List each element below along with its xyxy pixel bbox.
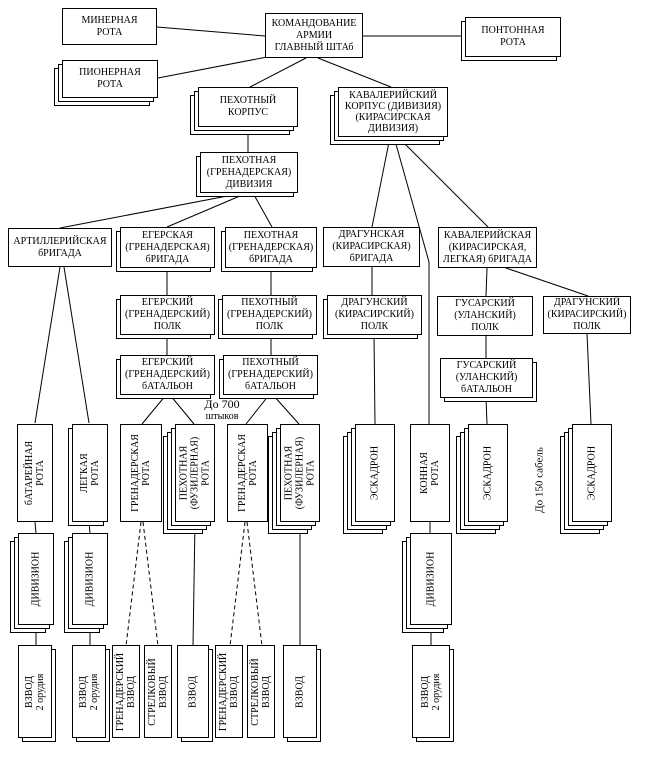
node-label: ПЕХОТНАЯ (ФУЗИЛЕРНАЯ) РОТА <box>178 436 212 510</box>
node-pehotnaya-rota-1 <box>175 424 215 522</box>
node-grenadersky-vzvod-1 <box>112 645 140 738</box>
node-label: ВЗВОД <box>294 675 306 708</box>
node-label: КАВАЛЕРИЙСКИЙ КОРПУС (ДИВИЗИЯ) (КИРАСИРСКАЯ ДИВИЗИЯ) <box>344 90 442 134</box>
node-pehotnaya-diviziya <box>200 152 298 193</box>
node-gusarsky-batalion <box>440 358 533 398</box>
node-minernaya-rota <box>62 8 157 45</box>
node-label: ДИВИЗИОН <box>425 551 437 607</box>
node-label: СТРЕЛКОВЫЙ ВЗВОД <box>250 657 272 726</box>
node-artilleriyskaya-brigada <box>8 228 112 267</box>
node-gusarsky-polk <box>437 296 533 336</box>
node-legkaya-rota <box>72 424 108 522</box>
node-label: КОМАНДОВАНИЕ АРМИИ ГЛАВНЫЙ ШТАб <box>271 17 357 53</box>
node-label: КОННАЯ РОТА <box>419 452 441 494</box>
node-pehotny-batalion <box>223 355 318 395</box>
node-komandovanie-armii <box>265 13 363 58</box>
node-dragunsky-polk-right <box>543 296 631 334</box>
node-label: ПЕХОТНАЯ (ФУЗИЛЕРНАЯ) РОТА <box>283 436 317 510</box>
node-label: ЭСКАДРОН <box>482 445 494 501</box>
node-vzvod-1 <box>177 645 209 738</box>
node-strelkovy-vzvod-2 <box>247 645 275 738</box>
node-grenaderskaya-rota-2 <box>227 424 268 522</box>
node-label: ПЕХОТНАЯ (ГРЕНАДЕРСКАЯ) бРИГАДА <box>228 229 314 265</box>
node-label: АРТИЛЛЕРИЙСКАЯ бРИГАДА <box>13 235 107 259</box>
node-label: бАТАРЕЙНАЯ РОТА <box>24 440 46 506</box>
node-label: ПЕХОТНЫЙ (ГРЕНАДЕРСКИЙ) бАТАЛЬОН <box>228 357 313 392</box>
node-label: СТРЕЛКОВЫЙ ВЗВОД <box>147 657 169 726</box>
node-label: ЕГЕРСКИЙ (ГРЕНАДЕРСКИЙ) ПОЛК <box>125 297 210 332</box>
node-kavalerijsky-korpus <box>338 87 448 137</box>
node-label: ЛЕГКАЯ РОТА <box>79 453 101 493</box>
node-konnaya-rota <box>410 424 450 522</box>
node-label: ПОНТОННАЯ РОТА <box>481 25 545 48</box>
node-label: ГРЕНАДЕРСКАЯ РОТА <box>130 434 152 512</box>
node-label: ДИВИЗИОН <box>30 551 42 607</box>
node-label: ГУСАРСКИЙ (УЛАНСКИЙ) ПОЛК <box>454 298 516 333</box>
node-label: ВЗВОД 2 орудия <box>24 673 46 710</box>
node-label: ЕГЕРСКИЙ (ГРЕНАДЕРСКИЙ) бАТАЛЬОН <box>125 357 210 392</box>
solid-connectors <box>35 27 591 646</box>
node-pehotny-polk <box>222 295 317 335</box>
annotation-line: До 700 <box>204 397 240 411</box>
node-vzvod-2-orudiya-3 <box>412 645 450 738</box>
annotation-line: До 150 сабель <box>533 447 546 513</box>
node-grenadersky-vzvod-2 <box>215 645 243 738</box>
node-label: ЭСКАДРОН <box>586 445 598 501</box>
node-label: ГРЕНАДЕРСКИЙ ВЗВОД <box>218 652 240 731</box>
node-label: КАВАЛЕРИЙСКАЯ (КИРАСИРСКАЯ, ЛЕГКАЯ) бРИГАДА <box>443 229 532 265</box>
node-label: ПЕХОТНАЯ (ГРЕНАДЕРСКАЯ) ДИВИЗИЯ <box>206 154 292 190</box>
node-label: ЭСКАДРОН <box>369 445 381 501</box>
node-divizion-2 <box>72 533 108 625</box>
node-label: ДРАГУНСКИЙ (КИРАСИРСКИЙ) ПОЛК <box>335 297 414 332</box>
node-label: ГРЕНАДЕРСКИЙ ВЗВОД <box>115 652 137 731</box>
node-grenaderskaya-rota-1 <box>120 424 162 522</box>
node-egerskaya-brigada <box>120 227 215 268</box>
node-label: ГРЕНАДЕРСКАЯ РОТА <box>236 434 259 512</box>
node-label: ВЗВОД 2 орудия <box>78 673 100 710</box>
node-egersky-polk <box>120 295 215 335</box>
node-dragunsky-polk-left <box>327 295 422 335</box>
node-label: ДРАГУНСКАЯ (КИРАСИРСКАЯ) бРИГАДА <box>332 229 411 264</box>
node-divizion-3 <box>410 533 452 625</box>
node-label: ДРАГУНСКИЙ (КИРАСИРСКИЙ) ПОЛК <box>547 297 627 332</box>
node-strelkovy-vzvod-1 <box>144 645 172 738</box>
node-label: ЕГЕРСКАЯ (ГРЕНАДЕРСКАЯ) бРИГАДА <box>125 229 210 265</box>
node-label: ДИВИЗИОН <box>84 551 96 607</box>
annotation-line: штыков <box>205 411 239 422</box>
node-label: ВЗВОД 2 орудия <box>420 673 442 710</box>
node-vzvod-2-orudiya-1 <box>18 645 52 738</box>
node-label: ПЕХОТНЫЙ КОРПУС <box>219 95 277 118</box>
node-vzvod-2 <box>283 645 317 738</box>
annotation-do-150-sabel <box>528 430 552 530</box>
node-pontonnaya-rota <box>465 17 561 57</box>
node-label: ВЗВОД <box>187 675 199 708</box>
node-pionernaya-rota <box>62 60 158 98</box>
node-pehotnaya-rota-2 <box>280 424 320 522</box>
node-label: ГУСАРСКИЙ (УЛАНСКИЙ) бАТАЛЬОН <box>455 360 518 395</box>
node-divizion-1 <box>18 533 54 625</box>
node-vzvod-2-orudiya-2 <box>72 645 106 738</box>
node-pehotny-korpus <box>198 87 298 127</box>
node-pehotnaya-brigada <box>225 227 317 268</box>
node-eskadron-3 <box>572 424 612 522</box>
node-label: ПИОНЕРНАЯ РОТА <box>79 67 141 90</box>
node-dragunskaya-brigada <box>323 227 420 267</box>
node-eskadron-1 <box>355 424 395 522</box>
node-label: МИНЕРНАЯ РОТА <box>81 14 138 38</box>
node-batareynaya-rota <box>17 424 53 522</box>
annotation-do-700-shtykov <box>191 398 253 422</box>
node-egersky-batalion <box>120 355 215 395</box>
node-eskadron-2 <box>468 424 508 522</box>
node-kavalerijskaya-brigada <box>438 227 537 268</box>
node-label: ПЕХОТНЫЙ (ГРЕНАДЕРСКИЙ) ПОЛК <box>227 297 312 332</box>
